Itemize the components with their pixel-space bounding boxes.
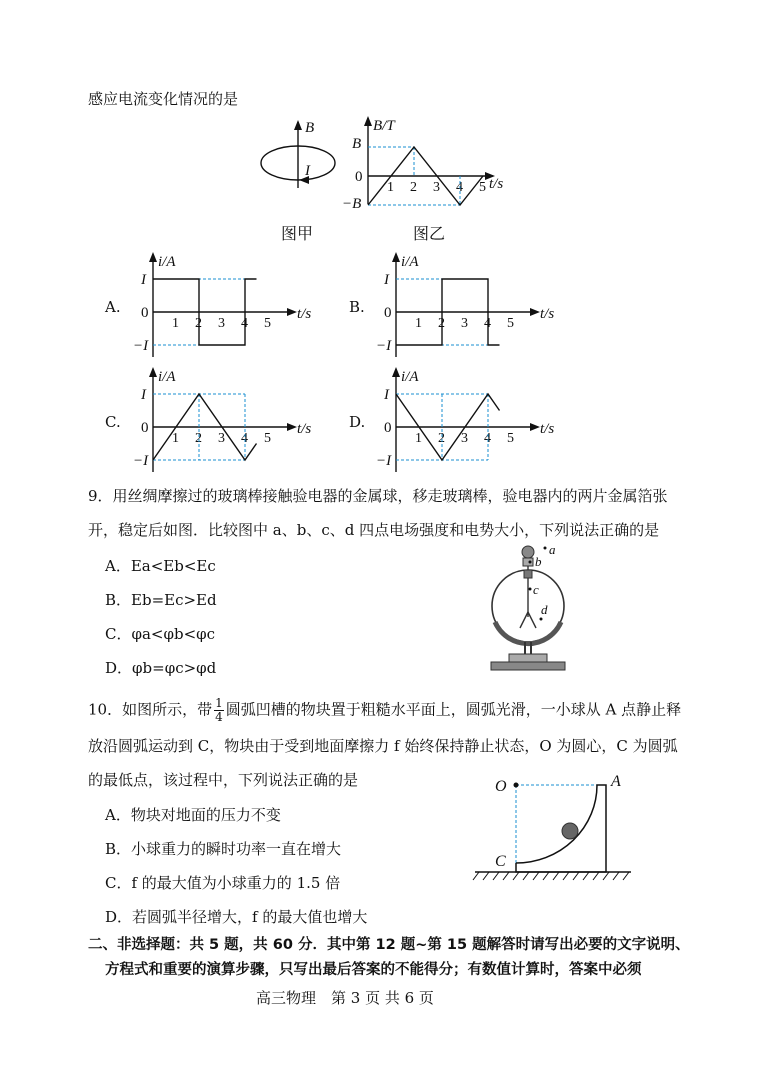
- point-c-label: c: [533, 582, 539, 597]
- small-ball: [562, 823, 578, 839]
- option-b-label: B.: [349, 298, 365, 316]
- option-c-label: C.: [105, 413, 121, 431]
- graph-xlabel: t/s: [297, 421, 312, 437]
- q10-option-a: A．物块对地面的压力不变: [105, 806, 281, 824]
- yi-tick-1: 1: [387, 180, 394, 195]
- graph-tick-4: 4: [241, 316, 248, 331]
- graph-tick-1: 1: [415, 431, 422, 446]
- graph-tick-4: 4: [484, 316, 491, 331]
- q10-option-d: D．若圆弧半径增大，f 的最大值也增大: [105, 908, 368, 926]
- yi-tick-5: 5: [479, 180, 486, 195]
- graph-ytop: I: [384, 272, 389, 288]
- yi-tick-3: 3: [433, 180, 440, 195]
- graph-tick-3: 3: [461, 316, 468, 331]
- yi-ybot: −B: [342, 196, 362, 212]
- graph-tick-3: 3: [218, 431, 225, 446]
- graph-ylabel: i/A: [401, 369, 419, 385]
- option-a-graph: [135, 250, 315, 360]
- base-bottom: [491, 662, 565, 670]
- option-a-label: A.: [105, 298, 121, 316]
- metal-ball: [522, 546, 534, 558]
- graph-ybot: −I: [133, 453, 149, 469]
- yi-origin: 0: [355, 169, 363, 185]
- graph-origin: 0: [141, 305, 149, 321]
- yi-ylabel: B/T: [373, 118, 395, 134]
- intro-text: 感应电流变化情况的是: [88, 90, 239, 108]
- graph-xlabel: t/s: [540, 421, 555, 437]
- option-d-graph: [378, 365, 558, 475]
- fraction-quarter: $\frac{1}{4}$: [215, 696, 223, 724]
- q10-line3: 的最低点，该过程中，下列说法正确的是: [88, 771, 359, 789]
- graph-ytop: I: [384, 387, 389, 403]
- page-footer: 高三物理 第 3 页 共 6 页: [256, 989, 434, 1007]
- b-arrow-icon: [294, 120, 302, 130]
- arc-groove-figure: [473, 770, 643, 885]
- graph-tick-1: 1: [415, 316, 422, 331]
- yi-tick-2: 2: [410, 180, 417, 195]
- section2-line1: 二、非选择题：共 5 题，共 60 分．其中第 12 题~第 15 题解答时请写出必要的文字说明、: [88, 937, 690, 953]
- graph-ybot: −I: [133, 338, 149, 354]
- q10-line2: 放沿圆弧运动到 C，物块由于受到地面摩擦力 f 始终保持静止状态，O 为圆心，C 为圆弧: [88, 737, 678, 755]
- figure-yi-chart: [335, 114, 515, 254]
- graph-tick-4: 4: [484, 431, 491, 446]
- graph-tick-5: 5: [507, 316, 514, 331]
- caption-yi: 图乙: [413, 226, 446, 243]
- q9-option-b: B．Eb=Ec>Ed: [105, 591, 217, 609]
- q9-option-c: C．φa<φb<φc: [105, 625, 216, 643]
- graph-origin: 0: [384, 420, 392, 436]
- groove-block: [516, 785, 606, 872]
- point-a-label: a: [549, 542, 556, 557]
- graph-tick-2: 2: [438, 431, 445, 446]
- point-b-label: b: [535, 554, 542, 569]
- graph-tick-5: 5: [264, 316, 271, 331]
- option-b-graph: [378, 250, 558, 360]
- graph-ytop: I: [141, 272, 146, 288]
- q9-line1: 9．用丝绸摩擦过的玻璃棒接触验电器的金属球，移走玻璃棒，验电器内的两片金属箔张: [88, 487, 668, 505]
- graph-tick-1: 1: [172, 316, 179, 331]
- label-a: A: [611, 773, 621, 790]
- yi-tick-4: 4: [456, 180, 463, 195]
- graph-tick-1: 1: [172, 431, 179, 446]
- graph-ylabel: i/A: [158, 254, 176, 270]
- stopper: [524, 570, 532, 578]
- q10-line1: 10．如图所示，带 $\frac{1}{4}$ 圆弧凹槽的物块置于粗糙水平面上，圆弧光滑，一小球从 A 点静止释: [88, 696, 682, 724]
- yi-xlabel: t/s: [489, 176, 504, 192]
- figure-jia: [255, 118, 345, 243]
- graph-tick-3: 3: [461, 431, 468, 446]
- graph-tick-5: 5: [507, 431, 514, 446]
- graph-origin: 0: [141, 420, 149, 436]
- b-label: B: [305, 120, 315, 136]
- graph-tick-2: 2: [438, 316, 445, 331]
- graph-ylabel: i/A: [401, 254, 419, 270]
- graph-tick-2: 2: [195, 316, 202, 331]
- section2-line2: 方程式和重要的演算步骤，只写出最后答案的不能得分；有数值计算时，答案中必须: [105, 962, 642, 978]
- graph-tick-3: 3: [218, 316, 225, 331]
- graph-ylabel: i/A: [158, 369, 176, 385]
- graph-tick-2: 2: [195, 431, 202, 446]
- graph-ytop: I: [141, 387, 146, 403]
- yi-ytop: B: [352, 136, 362, 152]
- electroscope-figure: [487, 542, 587, 677]
- q10-option-c: C．f 的最大值为小球重力的 1.5 倍: [105, 874, 341, 892]
- q9-line2: 开，稳定后如图．比较图中 a、b、c、d 四点电场强度和电势大小，下列说法正确的是: [88, 521, 660, 539]
- q9-option-d: D．φb=φc>φd: [105, 659, 217, 677]
- caption-jia: 图甲: [281, 226, 314, 243]
- i-label: I: [305, 163, 310, 179]
- graph-tick-4: 4: [241, 431, 248, 446]
- label-c: C: [495, 853, 506, 870]
- graph-tick-5: 5: [264, 431, 271, 446]
- base-top: [509, 654, 547, 662]
- label-o: O: [495, 778, 507, 795]
- q10-option-b: B．小球重力的瞬时功率一直在增大: [105, 840, 342, 858]
- option-c-graph: [135, 365, 315, 475]
- option-d-label: D.: [349, 413, 366, 431]
- q9-option-a: A．Ea<Eb<Ec: [105, 557, 216, 575]
- graph-origin: 0: [384, 305, 392, 321]
- point-d-label: d: [541, 602, 548, 617]
- center-o-dot: [514, 783, 519, 788]
- graph-ybot: −I: [376, 453, 392, 469]
- graph-ybot: −I: [376, 338, 392, 354]
- graph-xlabel: t/s: [297, 306, 312, 322]
- graph-xlabel: t/s: [540, 306, 555, 322]
